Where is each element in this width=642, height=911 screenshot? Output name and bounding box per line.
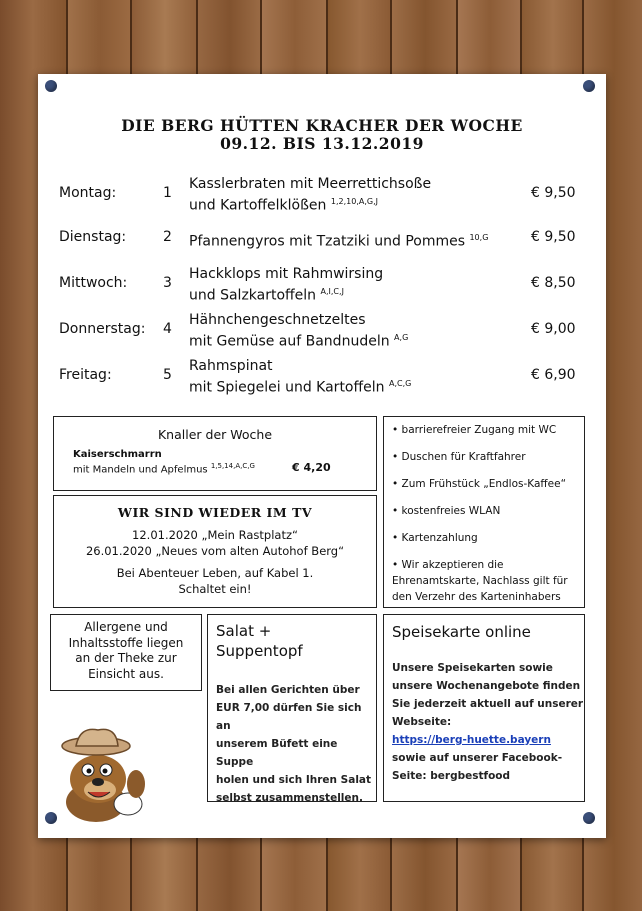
allergy-note — [50, 614, 202, 691]
menu-dish-cont: und Salzkartoffeln — [189, 287, 317, 304]
tv-line: Schaltet ein! — [178, 582, 252, 596]
salad-title: Suppentopf — [216, 642, 303, 660]
menu-dish: Hähnchengeschnetzeltes — [189, 312, 366, 328]
menu-dish: Kasslerbraten mit Meerrettichsoße — [189, 176, 432, 192]
feature-item: • Duschen für Kraftfahrer — [392, 451, 526, 463]
menu-number: 4 — [163, 321, 172, 337]
menu-row-wednesday — [38, 265, 606, 305]
salad-line: holen und sich Ihren Salat — [216, 774, 372, 786]
tv-line: Bei Abenteuer Leben, auf Kabel 1. — [116, 566, 314, 580]
menu-dish-cont: mit Spiegelei und Kartoffeln — [189, 379, 385, 396]
menu-allergens: 1,2,10,A,G,J — [330, 197, 378, 206]
menu-price: € 9,50 — [531, 185, 576, 201]
pin-icon — [45, 80, 57, 92]
menu-row-thursday — [38, 311, 606, 351]
pin-icon — [583, 812, 595, 824]
online-box — [383, 614, 585, 802]
menu-number: 3 — [163, 275, 172, 291]
menu-row-friday — [38, 357, 606, 397]
menu-dish-cont: und Kartoffelklößen — [189, 197, 327, 214]
menu-number: 1 — [163, 185, 172, 201]
poster-date-range: 09.12. BIS 13.12.2019 — [220, 134, 424, 153]
menu-dish: Pfannengyros mit Tzatziki und Pommes — [189, 233, 466, 250]
menu-allergens: A,C,G — [388, 379, 412, 388]
knaller-box — [53, 416, 377, 491]
online-line: Seite: bergbestfood — [392, 770, 511, 782]
online-line: Webseite: — [392, 716, 452, 728]
knaller-title: Knaller der Woche — [157, 427, 273, 442]
features-box — [383, 416, 585, 608]
poster-title: DIE BERG HÜTTEN KRACHER DER WOCHE — [121, 116, 523, 135]
menu-price: € 6,90 — [531, 367, 576, 383]
salad-line: EUR 7,00 dürfen Sie sich an — [216, 702, 362, 732]
salad-title: Salat + — [216, 622, 272, 640]
allergy-line: Allergene und — [84, 620, 168, 634]
online-line: unsere Wochenangebote finden — [392, 680, 581, 692]
tv-line: 26.01.2020 „Neues vom alten Autohof Berg“ — [85, 544, 345, 558]
menu-dish: Rahmspinat — [189, 358, 273, 374]
menu-price: € 9,50 — [531, 229, 576, 245]
online-line: Sie jederzeit aktuell auf unserer — [392, 698, 584, 710]
menu-dish-cont: mit Gemüse auf Bandnudeln — [189, 333, 390, 350]
menu-allergens: A,I,C,J — [320, 287, 344, 296]
menu-row-tuesday — [38, 229, 606, 269]
menu-number: 5 — [163, 367, 172, 383]
tv-box — [53, 495, 377, 608]
feature-item: • Kartenzahlung — [392, 532, 478, 544]
menu-row-monday — [38, 175, 606, 215]
menu-allergens: A,G — [394, 333, 409, 342]
menu-dish: Hackklops mit Rahmwirsing — [189, 266, 384, 282]
menu-day: Donnerstag: — [59, 321, 146, 337]
website-link[interactable]: https://berg-huette.bayern — [392, 734, 551, 746]
tv-line: 12.01.2020 „Mein Rastplatz“ — [132, 528, 298, 542]
salad-line: selbst zusammenstellen. — [216, 792, 363, 804]
feature-item: • kostenfreies WLAN — [392, 505, 501, 517]
mascot-illustration — [48, 724, 168, 824]
pin-icon — [583, 80, 595, 92]
knaller-price: € 4,20 — [292, 461, 331, 474]
online-title: Speisekarte online — [392, 623, 531, 641]
menu-price: € 9,00 — [531, 321, 576, 337]
menu-day: Mittwoch: — [59, 275, 128, 291]
menu-day: Freitag: — [59, 367, 112, 383]
salad-line: Bei allen Gerichten über — [216, 684, 360, 696]
allergy-line: Inhaltsstoffe liegen — [68, 635, 184, 650]
allergy-line: an der Theke zur — [75, 651, 177, 665]
allergy-line: Einsicht aus. — [88, 666, 164, 681]
menu-poster — [38, 74, 606, 838]
feature-item: • Wir akzeptieren die — [392, 559, 504, 571]
menu-price: € 8,50 — [531, 275, 576, 291]
online-line: sowie auf unserer Facebook- — [392, 752, 563, 764]
menu-day: Montag: — [59, 185, 117, 201]
knaller-dish: Kaiserschmarrn — [73, 449, 162, 460]
knaller-allergens: 1,5,14,A,C,G — [210, 462, 255, 470]
salad-line: unserem Büfett eine Suppe — [216, 738, 338, 768]
tv-title: WIR SIND WIEDER IM TV — [117, 505, 313, 520]
online-line: Unsere Speisekarten sowie — [392, 662, 553, 674]
salad-box — [207, 614, 377, 802]
knaller-desc: mit Mandeln und Apfelmus — [73, 464, 208, 476]
feature-item: • Zum Frühstück „Endlos-Kaffee“ — [392, 478, 567, 490]
feature-item: • barrierefreier Zugang mit WC — [392, 424, 557, 436]
menu-number: 2 — [163, 229, 172, 245]
feature-item: den Verzehr des Karteninhabers — [392, 591, 561, 603]
feature-item: Ehrenamtskarte, Nachlass gilt für — [392, 575, 568, 587]
menu-day: Dienstag: — [59, 229, 127, 245]
menu-allergens: 10,G — [469, 233, 489, 242]
